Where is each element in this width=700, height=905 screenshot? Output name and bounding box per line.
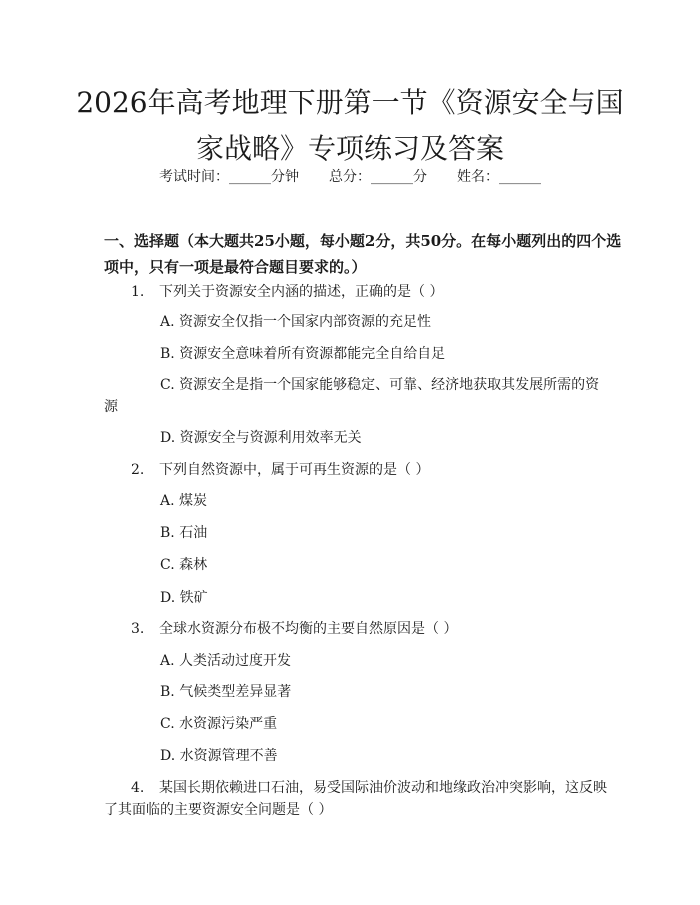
question-1-option-a: A. 资源安全仅指一个国家内部资源的充足性 — [160, 314, 432, 330]
exam-time: 考试时间：______分钟 — [159, 169, 299, 185]
question-number: 2. — [131, 462, 145, 478]
question-number: 1. — [131, 284, 145, 300]
section-heading-line-1: 一、选择题（本大题共25小题，每小题2分，共50分。在每小题列出的四个选 — [104, 232, 622, 250]
question-4 — [131, 777, 607, 799]
question-number: 4. — [131, 780, 145, 796]
question-stem: 下列自然资源中，属于可再生资源的是（ ） — [159, 462, 430, 478]
question-1-option-c: C. 资源安全是指一个国家能够稳定、可靠、经济地获取其发展所需的资 — [160, 377, 600, 393]
question-3-option-d: D. 水资源管理不善 — [160, 748, 278, 764]
question-3-option-c: C. 水资源污染严重 — [160, 716, 278, 732]
section-heading — [104, 228, 624, 280]
question-stem: 某国长期依赖进口石油，易受国际油价波动和地缘政治冲突影响，这反映 — [159, 780, 607, 796]
question-2-option-a: A. 煤炭 — [160, 493, 208, 509]
question-number: 3. — [131, 621, 145, 637]
question-3 — [131, 618, 457, 640]
question-1-option-c-wrap: 源 — [104, 399, 118, 415]
exam-total-score: 总分：______分 — [329, 169, 427, 185]
question-2 — [131, 459, 429, 481]
question-1-option-d: D. 资源安全与资源利用效率无关 — [160, 430, 362, 446]
question-3-option-a: A. 人类活动过度开发 — [160, 653, 292, 669]
section-heading-line-2: 项中，只有一项是最符合题目要求的。） — [104, 258, 367, 276]
title-line-1: 2026年高考地理下册第一节《资源安全与国 — [76, 86, 624, 119]
question-1 — [131, 281, 443, 303]
exam-info — [0, 166, 700, 188]
question-2-option-d: D. 铁矿 — [160, 590, 208, 606]
question-4-stem-wrap: 了其面临的主要资源安全问题是（ ） — [104, 802, 333, 818]
document-title — [60, 80, 640, 172]
question-stem: 下列关于资源安全内涵的描述，正确的是（ ） — [159, 284, 444, 300]
question-stem: 全球水资源分布极不均衡的主要自然原因是（ ） — [159, 621, 458, 637]
student-name: 姓名：______ — [457, 169, 541, 185]
question-3-option-b: B. 气候类型差异显著 — [160, 684, 292, 700]
question-2-option-b: B. 石油 — [160, 525, 208, 541]
question-1-option-b: B. 资源安全意味着所有资源都能完全自给自足 — [160, 346, 446, 362]
title-line-2: 家战略》专项练习及答案 — [195, 132, 504, 165]
question-2-option-c: C. 森林 — [160, 557, 208, 573]
